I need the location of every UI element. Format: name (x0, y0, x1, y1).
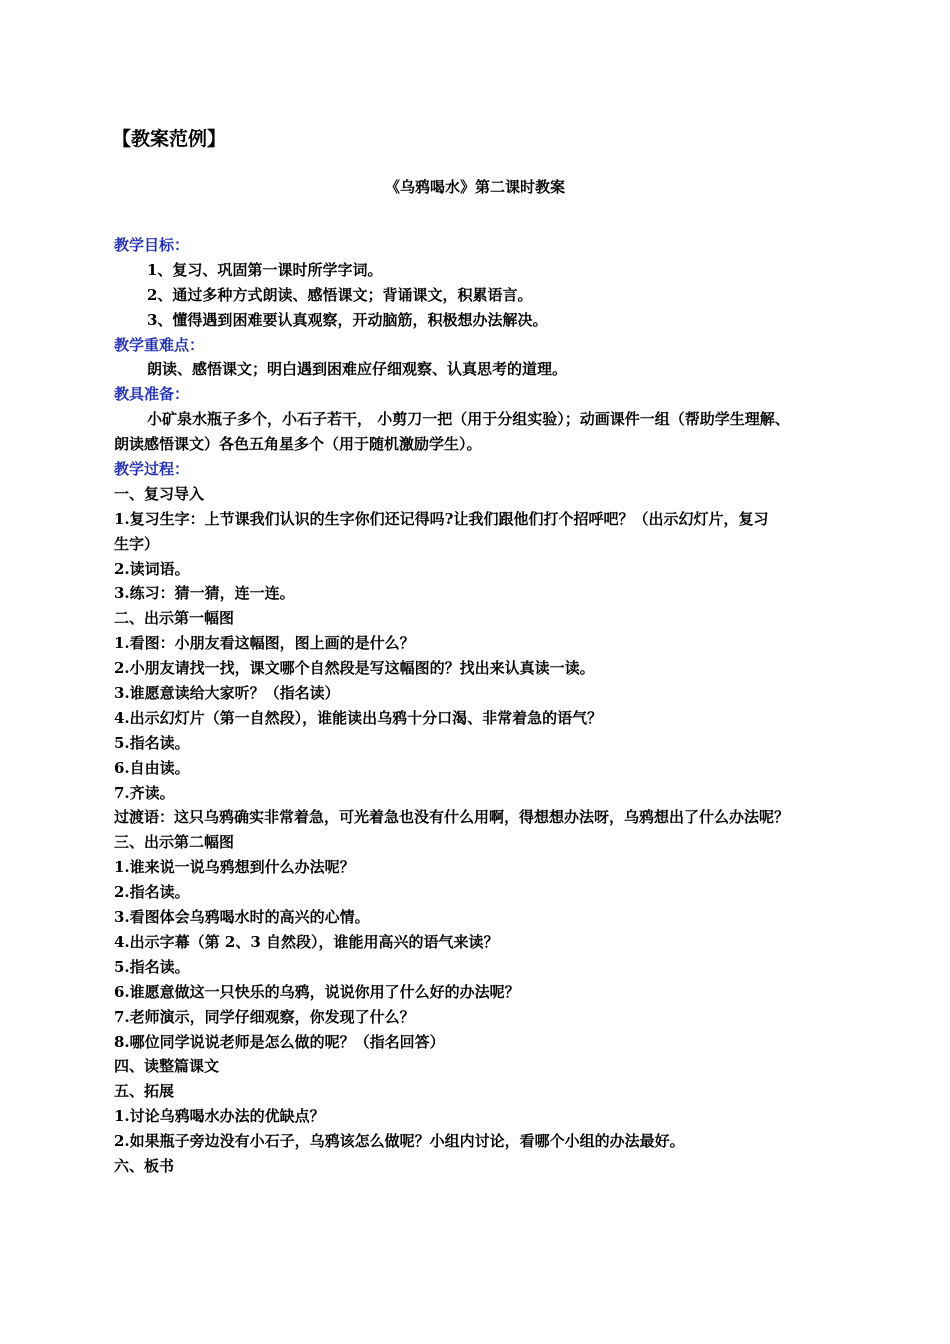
document-body (114, 233, 854, 1179)
process-line: 2.读词语。 (114, 559, 190, 578)
process-line: 3.谁愿意读给大家听？（指名读） (114, 684, 340, 703)
section-heading-board: 六、板书 (114, 1156, 175, 1175)
process-line: 2.指名读。 (114, 883, 190, 902)
objective-item: 2、通过多种方式朗读、感悟课文；背诵课文，积累语言。 (147, 285, 533, 304)
process-heading: 教学过程： (114, 460, 190, 479)
process-line: 2.小朋友请找一找，课文哪个自然段是写这幅图的？找出来认真读一读。 (114, 659, 595, 678)
process-line: 5.指名读。 (114, 733, 190, 752)
materials-line: 朗读感悟课文）各色五角星多个（用于随机激励学生）。 (114, 435, 482, 454)
document-title: 《乌鸦喝水》第二课时教案 (384, 178, 565, 196)
process-line: 1.复习生字：上节课我们认识的生字你们还记得吗?让我们跟他们打个招呼吧？（出示幻灯片，复习 (114, 509, 769, 528)
process-line: 6.自由读。 (114, 758, 190, 777)
section-heading-review: 一、复习导入 (114, 484, 205, 503)
materials-heading: 教具准备： (114, 385, 190, 404)
section-heading-picture-two: 三、出示第二幅图 (114, 833, 235, 852)
process-line: 4.出示幻灯片（第一自然段），谁能读出乌鸦十分口渴、非常着急的语气？ (114, 708, 603, 727)
process-line: 1.看图：小朋友看这幅图，图上画的是什么？ (114, 634, 415, 653)
process-line: 3.练习：猜一猜，连一连。 (114, 584, 295, 603)
process-line: 6.谁愿意做这一只快乐的乌鸦，说说你用了什么好的办法呢？ (114, 982, 520, 1001)
process-line: 2.如果瓶子旁边没有小石子，乌鸦该怎么做呢？小组内讨论，看哪个小组的办法最好。 (114, 1132, 685, 1151)
materials-line: 小矿泉水瓶子多个，小石子若干， 小剪刀一把（用于分组实验）；动画课件一组（帮助学生理解、 (147, 410, 790, 429)
section-heading-extension: 五、拓展 (114, 1082, 175, 1101)
process-line: 4.出示字幕（第 2、3 自然段），谁能用高兴的语气来读？ (114, 932, 499, 951)
key-points-text: 朗读、感悟课文；明白遇到困难应仔细观察、认真思考的道理。 (147, 360, 568, 379)
key-points-heading: 教学重难点： (114, 335, 205, 354)
transition-line: 过渡语：这只乌鸦确实非常着急，可光着急也没有什么用啊，得想想办法呀，乌鸦想出了什么办法呢？ (114, 808, 790, 827)
section-heading-whole-text: 四、读整篇课文 (114, 1057, 220, 1076)
process-line: 8.哪位同学说说老师是怎么做的呢？（指名回答） (114, 1032, 445, 1051)
objective-item: 3、懂得遇到困难要认真观察，开动脑筋，积极想办法解决。 (147, 310, 548, 329)
section-heading-picture-one: 二、出示第一幅图 (114, 609, 235, 628)
objective-item: 1、复习、巩固第一课时所学字词。 (147, 260, 383, 279)
process-line: 3.看图体会乌鸦喝水时的高兴的心情。 (114, 908, 370, 927)
process-line: 5.指名读。 (114, 957, 190, 976)
process-line: 1.谁来说一说乌鸦想到什么办法呢？ (114, 858, 355, 877)
process-line: 生字） (114, 534, 160, 553)
process-line: 7.齐读。 (114, 783, 175, 802)
objectives-heading: 教学目标： (114, 236, 190, 254)
process-line: 7.老师演示，同学仔细观察，你发现了什么？ (114, 1007, 415, 1026)
header-label: 【教案范例】 (112, 128, 227, 150)
process-line: 1.讨论乌鸦喝水办法的优缺点？ (114, 1107, 325, 1126)
